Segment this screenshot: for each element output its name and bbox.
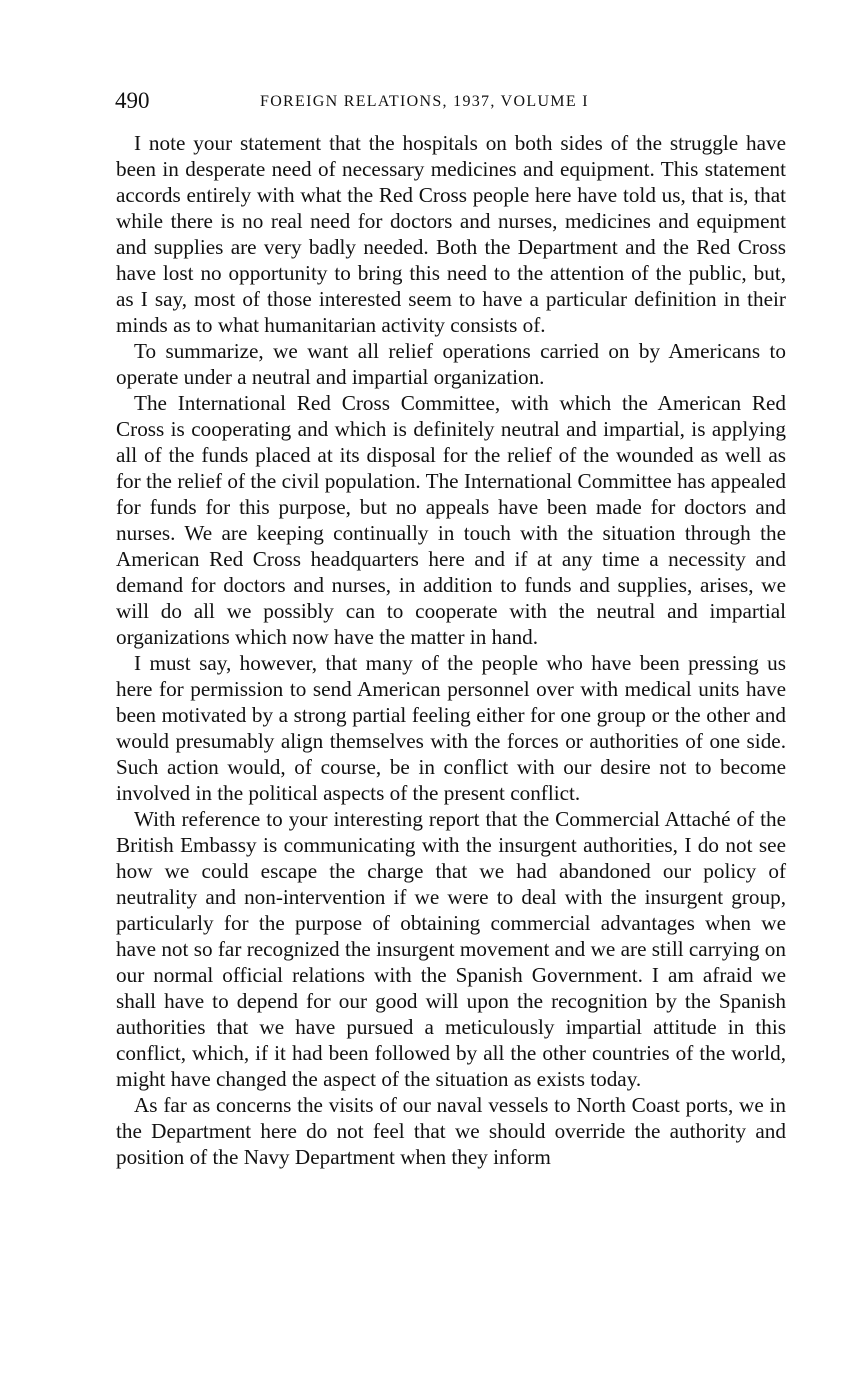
page-header [115, 86, 787, 116]
page-number: 490 [115, 88, 150, 113]
paragraph: I note your statement that the hospitals on both sides of the struggle have been in desperate need of necessary medicines and equipment. This statement accords entirely with what the Red Cross people here have told us, that is, that while there is no real need for doctors and nurses, medicines and equipment and supplies are very badly needed. Both the Department and the Red Cross have lost no opportunity to bring this need to the attention of the public, but, as I say, most of those interested seem to have a particular definition in their minds as to what humanitarian activity consists of. [116, 131, 786, 337]
paragraph: I must say, however, that many of the people who have been pressing us here for permission to send American personnel over with medical units have been motivated by a strong partial feeling either for one group or the other and would presumably align themselves with the forces or authorities of one side. Such action would, of course, be in conflict with our desire not to become involved in the political aspects of the present conflict. [116, 651, 786, 805]
paragraph: The International Red Cross Committee, with which the American Red Cross is cooperating and which is definitely neutral and impartial, is applying all of the funds placed at its disposal for the relief of the wounded as well as for the relief of the civil population. The International Committee has appealed for funds for this purpose, but no appeals have been made for doctors and nurses. We are keeping continually in touch with the situation through the American Red Cross headquarters here and if at any time a necessity and demand for doctors and nurses, in addition to funds and supplies, arises, we will do all we possibly can to cooperate with the neutral and impartial organizations which now have the matter in hand. [116, 391, 786, 649]
paragraph: To summarize, we want all relief operations carried on by Americans to operate under a neutral and impartial organization. [116, 339, 786, 389]
paragraph: With reference to your interesting report that the Commercial Attaché of the British Embassy is communicating with the insurgent authorities, I do not see how we could escape the charge that we had abandoned our policy of neutrality and non-intervention if we were to deal with the insurgent group, particularly for the purpose of obtaining commercial advantages when we have not so far recognized the insurgent movement and we are still carrying on our normal official relations with the Spanish Government. I am afraid we shall have to depend for our good will upon the recognition by the Spanish authorities that we have pursued a meticulously impartial attitude in this conflict, which, if it had been followed by all the other countries of the world, might have changed the aspect of the situation as exists today. [116, 807, 786, 1091]
running-head: FOREIGN RELATIONS, 1937, VOLUME I [260, 93, 589, 110]
body-text [116, 130, 786, 1170]
paragraph: As far as concerns the visits of our naval vessels to North Coast ports, we in the Department here do not feel that we should override the authority and position of the Navy Department when they inform [116, 1093, 786, 1169]
